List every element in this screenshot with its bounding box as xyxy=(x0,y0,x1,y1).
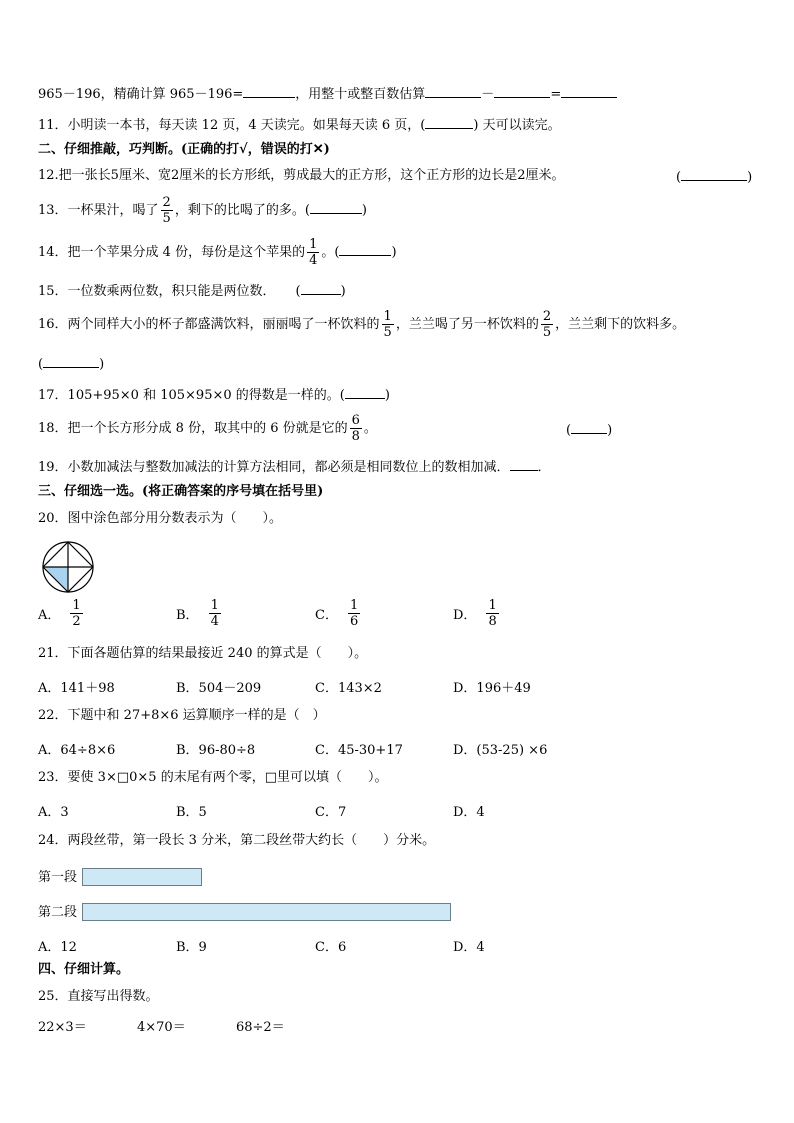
answer-blank[interactable] xyxy=(345,386,385,399)
question-18: 18．把一个长方形分成 8 份，取其中的 6 份就是它的 $\frac{6}{8}$ 。 xyxy=(38,413,377,444)
option-c[interactable]: C． $\frac{1}{6}$ xyxy=(315,598,359,629)
question-18-answer: ( ) xyxy=(566,423,613,438)
option-a[interactable]: A． $\frac{1}{2}$ xyxy=(38,598,81,629)
question-22: 22．下题中和 27+8×6 运算顺序一样的是（ ） xyxy=(38,708,326,723)
fraction: $\frac{6}{8}$ xyxy=(351,413,360,444)
ribbon-1 xyxy=(82,868,202,886)
question-25: 25．直接写出得数。 xyxy=(38,989,159,1004)
question-17: 17．105+95×0 和 105×95×0 的得数是一样的。( ) xyxy=(38,388,390,403)
answer-blank[interactable] xyxy=(301,282,341,295)
fraction: $\frac{1}{4}$ xyxy=(309,237,318,268)
answer-blank[interactable] xyxy=(510,458,538,471)
fraction: $\frac{1}{8}$ xyxy=(488,598,497,629)
option-a[interactable]: A．12 xyxy=(38,940,77,955)
question-23: 23．要使 3×□0×5 的末尾有两个零，□里可以填（ ）。 xyxy=(38,770,388,785)
question-21: 21．下面各题估算的结果最接近 240 的算式是（ ）。 xyxy=(38,646,368,661)
answer-blank[interactable] xyxy=(339,243,391,256)
answer-blank[interactable] xyxy=(681,168,747,181)
section-3-heading: 三、仔细选一选。(将正确答案的序号填在括号里) xyxy=(38,484,324,499)
option-c[interactable]: C．143×2 xyxy=(315,681,382,696)
option-d[interactable]: D． $\frac{1}{8}$ xyxy=(453,598,497,629)
fraction: $\frac{1}{4}$ xyxy=(210,598,219,629)
option-d[interactable]: D．(53-25) ×6 xyxy=(453,743,548,758)
option-b[interactable]: B．9 xyxy=(176,940,207,955)
answer-blank[interactable] xyxy=(425,116,473,129)
answer-blank[interactable] xyxy=(43,355,99,368)
option-a[interactable]: A．64÷8×6 xyxy=(38,743,116,758)
question-24: 24．两段丝带，第一段长 3 分米，第二段丝带大约长（ ）分米。 xyxy=(38,833,436,848)
question-12-answer: ( ) xyxy=(676,170,753,185)
option-c[interactable]: C．7 xyxy=(315,805,347,820)
question-11: 11．小明读一本书，每天读 12 页，4 天读完。如果每天读 6 页，( ) 天可以读完。 xyxy=(38,118,561,133)
ribbon-1-label: 第一段 xyxy=(38,870,78,885)
calc-item: 68÷2＝ xyxy=(236,1020,285,1035)
fraction: $\frac{1}{2}$ xyxy=(72,598,81,629)
option-c[interactable]: C．45-30+17 xyxy=(315,743,403,758)
answer-blank[interactable] xyxy=(425,85,481,98)
fraction: $\frac{1}{6}$ xyxy=(349,598,359,629)
ribbon-2 xyxy=(82,903,451,921)
option-c[interactable]: C．6 xyxy=(315,940,347,955)
ribbon-2-label: 第二段 xyxy=(38,905,78,920)
question-16: 16．两个同样大小的杯子都盛满饮料，丽丽喝了一杯饮料的 $\frac{1}{5}$ ，兰兰喝了另一杯饮料的 $\frac{2}{5}$ ，兰兰剩下的饮料多。 xyxy=(38,309,686,340)
question-16-answer: ( ) xyxy=(38,357,105,372)
question-19: 19．小数加减法与整数加减法的计算方法相同，都必须是相同数位上的数相加减． ． xyxy=(38,460,551,475)
fraction: $\frac{2}{5}$ xyxy=(162,195,171,226)
fraction: $\frac{1}{5}$ xyxy=(383,309,392,340)
question-15: 15．一位数乘两位数，积只能是两位数． ( ) xyxy=(38,284,346,299)
option-b[interactable]: B．504－209 xyxy=(176,681,262,696)
question-14: 14．把一个苹果分成 4 份，每份是这个苹果的 $\frac{1}{4}$ 。( ) xyxy=(38,237,397,268)
calc-item: 4×70＝ xyxy=(137,1020,186,1035)
option-d[interactable]: D．4 xyxy=(453,805,485,820)
section-4-heading: 四、仔细计算。 xyxy=(38,962,130,977)
option-a[interactable]: A．141＋98 xyxy=(38,681,115,696)
question-13: 13．一杯果汁，喝了 $\frac{2}{5}$ ，剩下的比喝了的多。( ) xyxy=(38,195,367,226)
option-b[interactable]: B． $\frac{1}{4}$ xyxy=(176,598,219,629)
answer-blank[interactable] xyxy=(494,85,550,98)
fraction: $\frac{2}{5}$ xyxy=(542,309,552,340)
option-b[interactable]: B．5 xyxy=(176,805,207,820)
answer-blank[interactable] xyxy=(561,85,617,98)
shaded-part xyxy=(44,567,68,591)
option-d[interactable]: D．196＋49 xyxy=(453,681,531,696)
question-12: 12.把一张长5厘米、宽2厘米的长方形纸，剪成最大的正方形，这个正方形的边长是2厘米。 xyxy=(38,168,565,183)
calc-item: 22×3＝ xyxy=(38,1020,87,1035)
section-2-heading: 二、仔细推敲，巧判断。(正确的打√，错误的打✕) xyxy=(38,142,330,157)
circle-square-figure xyxy=(40,539,96,595)
question-10-line: 965－196，精确计算 965－196= ，用整十或整百数估算 － = xyxy=(38,85,617,103)
question-20: 20．图中涂色部分用分数表示为（ ）。 xyxy=(38,511,283,526)
answer-blank[interactable] xyxy=(310,201,362,214)
answer-blank[interactable] xyxy=(571,421,607,434)
option-d[interactable]: D．4 xyxy=(453,940,485,955)
answer-blank[interactable] xyxy=(243,85,295,98)
option-b[interactable]: B．96-80÷8 xyxy=(176,743,256,758)
option-a[interactable]: A．3 xyxy=(38,805,69,820)
